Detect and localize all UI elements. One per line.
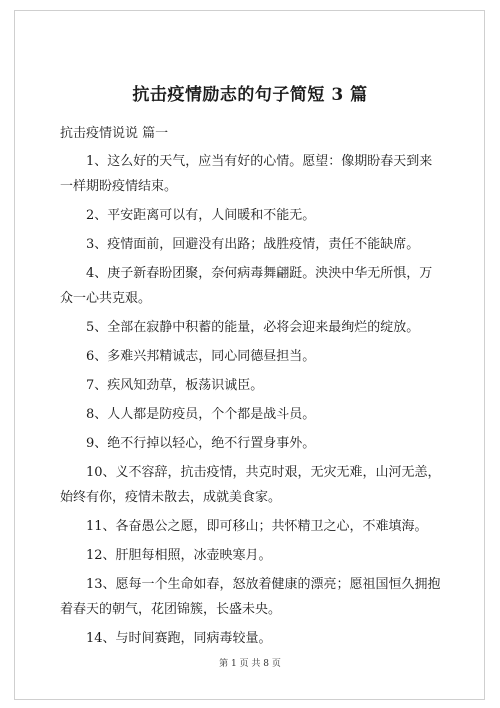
list-item: 3、疫情面前，回避没有出路；战胜疫情，责任不能缺席。 [86,237,420,252]
list-item: 1、这么好的天气，应当有好的心情。愿望：像期盼春天到来一样期盼疫情结束。 [60,154,433,194]
list-item: 2、平安距离可以有，人间暖和不能无。 [86,208,316,223]
document-title: 抗击疫情励志的句子简短 3 篇 [132,85,368,105]
list-item: 13、愿每一个生命如春，怒放着健康的漂亮；愿祖国恒久拥抱着春天的朝气，花团锦簇，长盛未央。 [60,577,441,617]
section-heading: 抗击疫情说说 篇一 [60,126,169,141]
list-item: 6、多难兴邦精诚志，同心同德昼担当。 [86,349,316,364]
list-item: 10、义不容辞，抗击疫情，共克时艰，无灾无难，山河无恙，始终有你，疫情未散去，成就美食家。 [60,465,441,505]
list-item: 4、庚子新春盼团聚，奈何病毒舞翩跹。泱泱中华无所惧，万众一心共克艰。 [60,266,433,306]
page-footer: 第 1 页 共 8 页 [219,659,281,669]
list-item: 7、疾风知劲草，板荡识诚臣。 [86,378,264,393]
list-item: 11、各奋愚公之愿，即可移山；共怀精卫之心，不难填海。 [86,519,428,534]
list-item: 5、全部在寂静中积蓄的能量，必将会迎来最绚烂的绽放。 [86,320,420,335]
list-item: 14、与时间赛跑，同病毒较量。 [86,631,272,646]
list-item: 12、肝胆每相照，冰壶映寒月。 [86,548,272,563]
item-list [60,149,444,655]
list-item: 9、绝不行掉以轻心，绝不行置身事外。 [86,436,316,451]
list-item: 8、人人都是防疫员，个个都是战斗员。 [86,407,316,422]
